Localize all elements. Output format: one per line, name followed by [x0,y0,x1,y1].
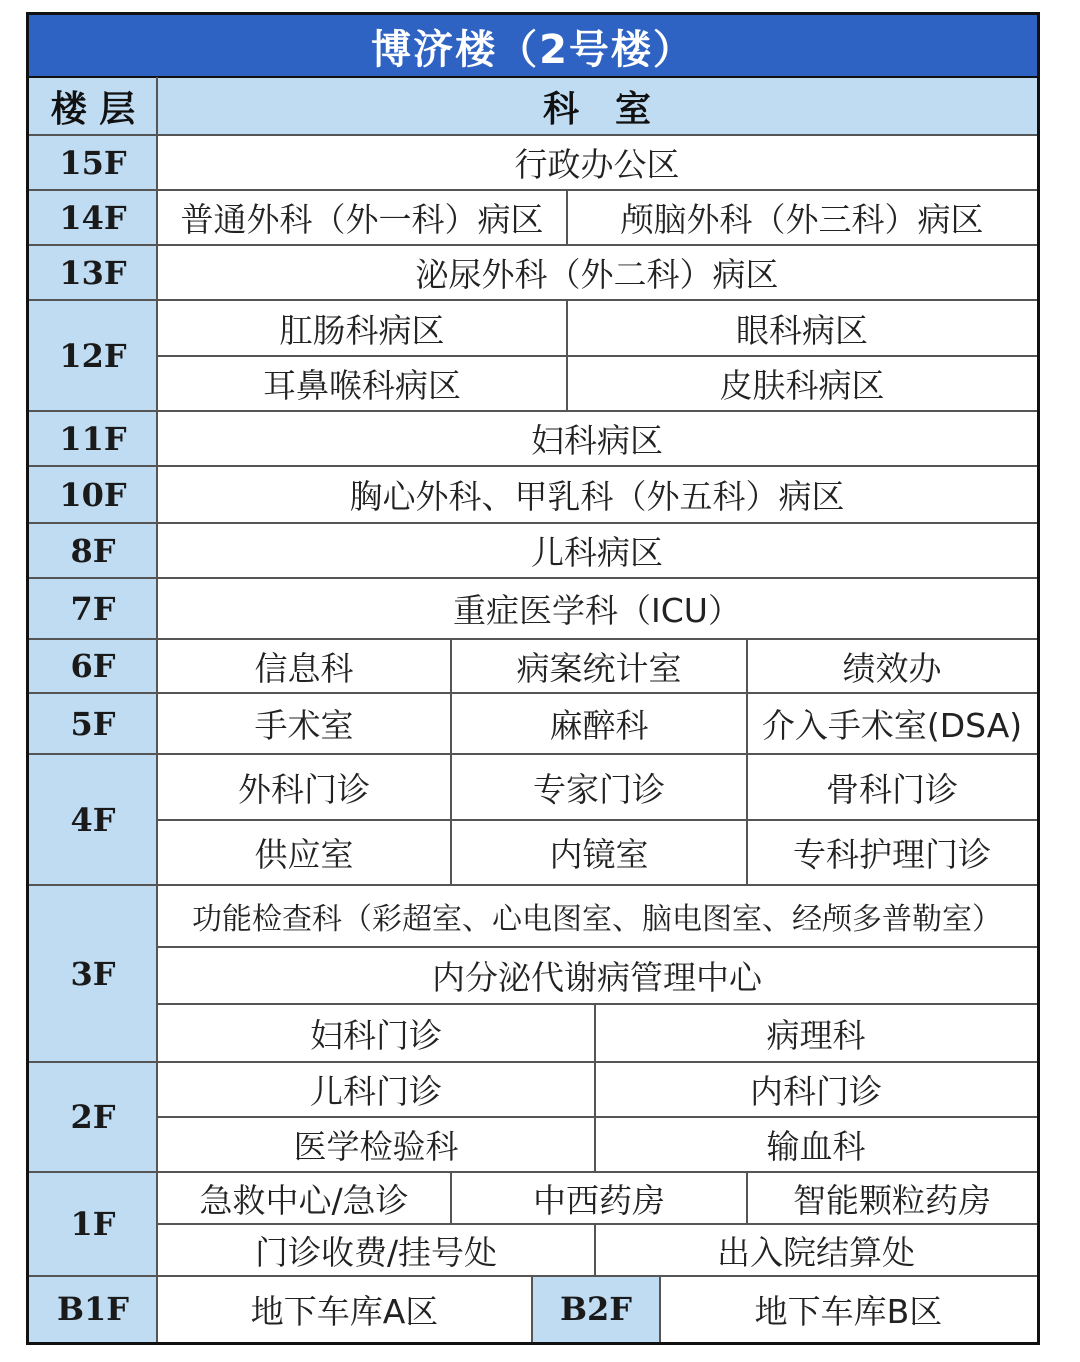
dept-cell: 中西药房 [533,1180,665,1220]
dept-cell: 儿科门诊 [310,1072,442,1111]
grid-line [594,1004,596,1172]
floor-label-4f: 4F [29,754,157,885]
dept-cell: 地下车库A区 [250,1291,439,1331]
dept-cell: 眼科病区 [736,310,868,350]
floor-label-3f: 3F [29,885,157,1062]
dept-cell: 外科门诊 [238,769,370,809]
dept-cell: 专家门诊 [533,769,665,809]
grid-line [29,884,1037,886]
grid-line [29,638,1037,640]
dept-cell: 泌尿外科（外二科）病区 [415,255,779,294]
grid-line [29,1275,1037,1277]
grid-line [531,1276,533,1342]
dept-cell: 内分泌代谢病管理中心 [432,958,762,997]
dept-cell: 内科门诊 [750,1072,882,1111]
grid-line [29,465,1037,467]
dept-cell: 病案统计室 [516,648,682,688]
grid-line [29,753,1037,755]
grid-line [157,355,1037,357]
grid-line [746,639,748,885]
dept-cell: 妇科门诊 [310,1015,442,1055]
dept-cell: 信息科 [254,648,354,688]
grid-line [450,639,452,885]
dept-cell: 绩效办 [842,648,942,688]
dept-cell: 专科护理门诊 [793,835,991,874]
floor-label-11f: 11F [29,411,157,466]
dept-cell: 地下车库B区 [754,1291,943,1331]
grid-line [594,1224,596,1276]
floor-label-1f: 1F [29,1172,157,1276]
dept-cell: 急救中心/急诊 [199,1180,409,1220]
dept-cell: 智能颗粒药房 [793,1180,991,1220]
grid-line [29,1171,1037,1173]
dept-cell: 皮肤科病区 [719,366,885,405]
grid-line [746,1172,748,1224]
grid-line [157,1223,1037,1225]
dept-cell: 妇科病区 [531,421,663,460]
dept-cell: 耳鼻喉科病区 [263,366,461,405]
grid-line [29,1061,1037,1063]
dept-cell: 输血科 [766,1127,866,1166]
grid-line [29,244,1037,246]
floor-label-6f: 6F [29,639,157,693]
grid-line [29,410,1037,412]
grid-line [29,692,1037,694]
dept-cell: 供应室 [254,835,354,874]
header-floor: 楼 层 [29,77,157,135]
grid-line [29,134,1037,136]
table-title: 博济楼（2号楼） [29,15,1037,77]
dept-cell: 门诊收费/挂号处 [254,1232,498,1272]
floor-label-5f: 5F [29,693,157,754]
grid-line [29,522,1037,524]
grid-line [157,819,1037,821]
floor-label-b2f: B2F [532,1276,660,1342]
dept-cell: 胸心外科、甲乳科（外五科）病区 [349,477,845,516]
dept-cell: 肛肠科病区 [279,310,445,350]
grid-line [156,77,158,1342]
dept-cell: 手术室 [254,706,354,745]
grid-line [29,299,1037,301]
dept-cell: 医学检验科 [293,1127,459,1166]
grid-line [29,577,1037,579]
dept-cell: 病理科 [766,1015,866,1055]
floor-label-13f: 13F [29,245,157,300]
dept-cell: 麻醉科 [549,706,649,745]
floor-directory-table [26,12,1040,1345]
grid-line [157,1116,1037,1118]
floor-label-14f: 14F [29,190,157,245]
dept-cell: 介入手术室(DSA) [761,706,1023,745]
floor-label-8f: 8F [29,523,157,578]
dept-cell: 行政办公区 [514,145,680,184]
grid-line [157,946,1037,948]
grid-line [157,1003,1037,1005]
dept-cell: 重症医学科（ICU） [453,591,741,630]
dept-cell: 颅脑外科（外三科）病区 [620,200,984,239]
header-dept: 科 室 [157,77,1037,135]
floor-label-2f: 2F [29,1062,157,1172]
dept-cell: 普通外科（外一科）病区 [180,200,544,239]
grid-line [29,76,1037,78]
grid-line [566,300,568,411]
dept-cell: 功能检查科（彩超室、心电图室、脑电图室、经颅多普勒室） [192,902,1002,937]
floor-label-7f: 7F [29,578,157,639]
grid-line [29,189,1037,191]
floor-label-b1f: B1F [29,1276,157,1342]
dept-cell: 内镜室 [549,835,649,874]
grid-line [450,1172,452,1224]
floor-label-10f: 10F [29,466,157,523]
floor-label-12f: 12F [29,300,157,411]
grid-line [659,1276,661,1342]
dept-cell: 出入院结算处 [717,1232,915,1272]
dept-cell: 儿科病区 [531,533,663,572]
dept-cell: 骨科门诊 [826,769,958,809]
grid-line [566,190,568,245]
floor-label-15f: 15F [29,135,157,190]
